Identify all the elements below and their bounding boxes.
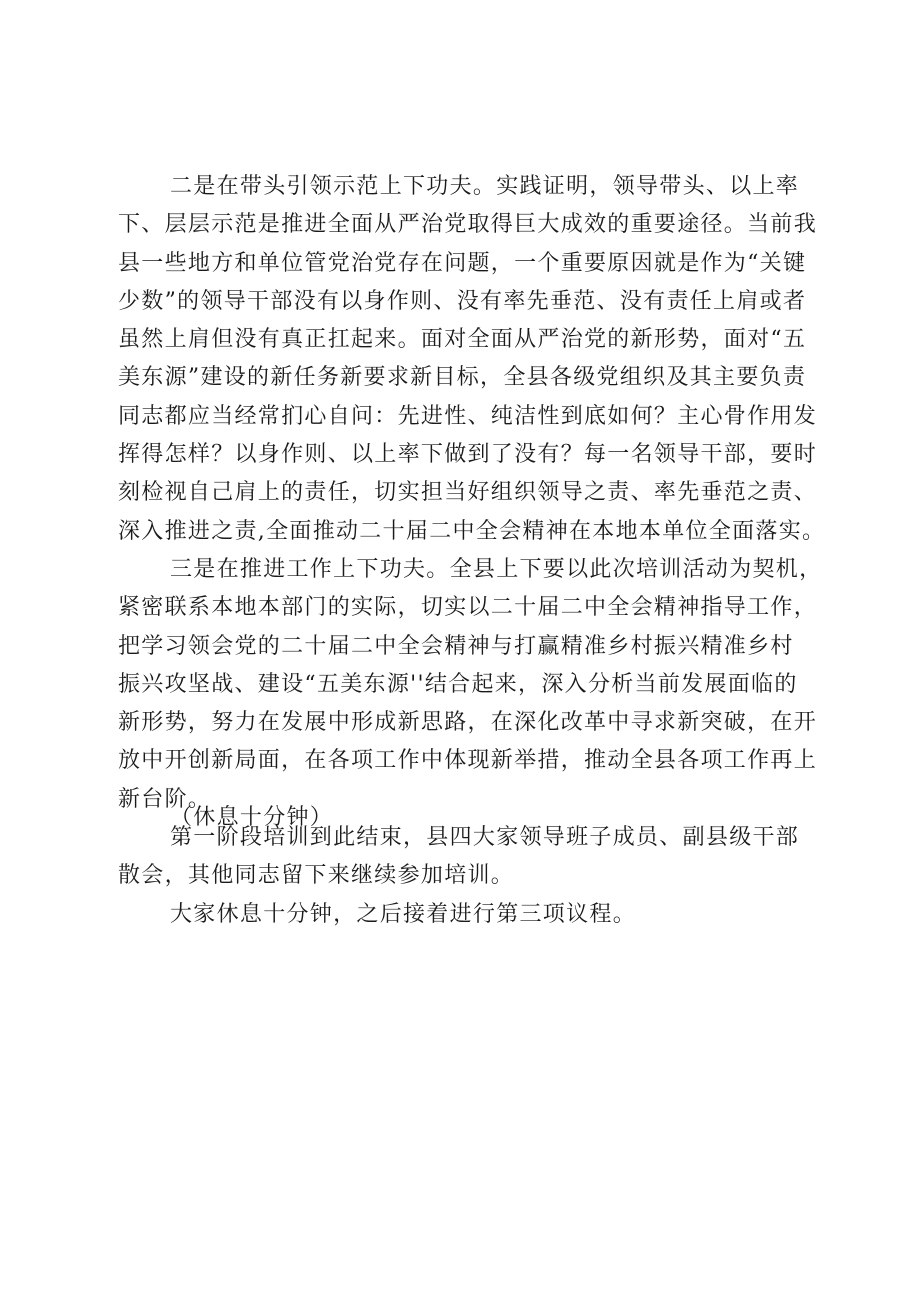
text-line: 少数”的领导干部没有以身作则、没有率先垂范、没有责任上肩或者 bbox=[118, 288, 807, 314]
text-line: 三是在推进工作上下功夫。全县上下要以此次培训活动为契机， bbox=[170, 556, 823, 582]
break-note: （休息十分钟） bbox=[170, 805, 334, 830]
paragraph-work-promotion bbox=[118, 551, 823, 819]
text-line: 振兴攻坚战、建设“五美东源''结合起来，深入分析当前发展面临的 bbox=[118, 671, 798, 697]
text-line: 新形势，努力在发展中形成新思路，在深化改革中寻求新突破，在开 bbox=[118, 710, 818, 736]
text-line: 下、层层示范是推进全面从严治党取得巨大成效的重要途径。当前我 bbox=[118, 212, 818, 238]
text-line: 同志都应当经常扪心自问：先进性、纯洁性到底如何？主心骨作用发 bbox=[118, 403, 818, 429]
text-line: 散会，其他同志留下来继续参加培训。 bbox=[118, 863, 515, 889]
text-line: 新台阶。 bbox=[118, 786, 212, 812]
text-line: 美东源”建设的新任务新要求新目标，全县各级党组织及其主要负责 bbox=[118, 365, 807, 391]
text-line: 二是在带头引领示范上下功夫。实践证明，领导带头、以上率 bbox=[170, 174, 800, 199]
text-line: 挥得怎样？以身作则、以上率下做到了没有？每一名领导干部，要时 bbox=[118, 442, 818, 468]
paragraph-leadership bbox=[118, 168, 826, 551]
text-line: 虽然上肩但没有真正扛起来。面对全面从严治党的新形势，面对“五 bbox=[118, 327, 807, 353]
text-line: 放中开创新局面，在各项工作中体现新举措，推动全县各项工作再上 bbox=[118, 748, 818, 774]
text-line: 紧密联系本地本部门的实际，切实以二十届二中全会精神指导工作， bbox=[118, 595, 818, 621]
text-line: 第一阶段培训到此结束，县四大家领导班子成员、副县级干部 bbox=[170, 825, 800, 851]
paragraph-break-notice bbox=[118, 896, 818, 934]
text-line: 深入推进之责,全面推动二十届二中全会精神在本地本单位全面落实。 bbox=[118, 518, 826, 544]
text-line: 县一些地方和单位管党治党存在问题，一个重要原因就是作为“关键 bbox=[118, 250, 807, 276]
text-line: 把学习领会党的二十届二中全会精神与打赢精准乡村振兴精准乡村 bbox=[118, 633, 794, 659]
text-line: 刻检视自己肩上的责任，切实担当好组织领导之责、率先垂范之责、 bbox=[118, 480, 818, 506]
text-line: 大家休息十分钟，之后接着进行第三项议程。 bbox=[170, 901, 637, 927]
